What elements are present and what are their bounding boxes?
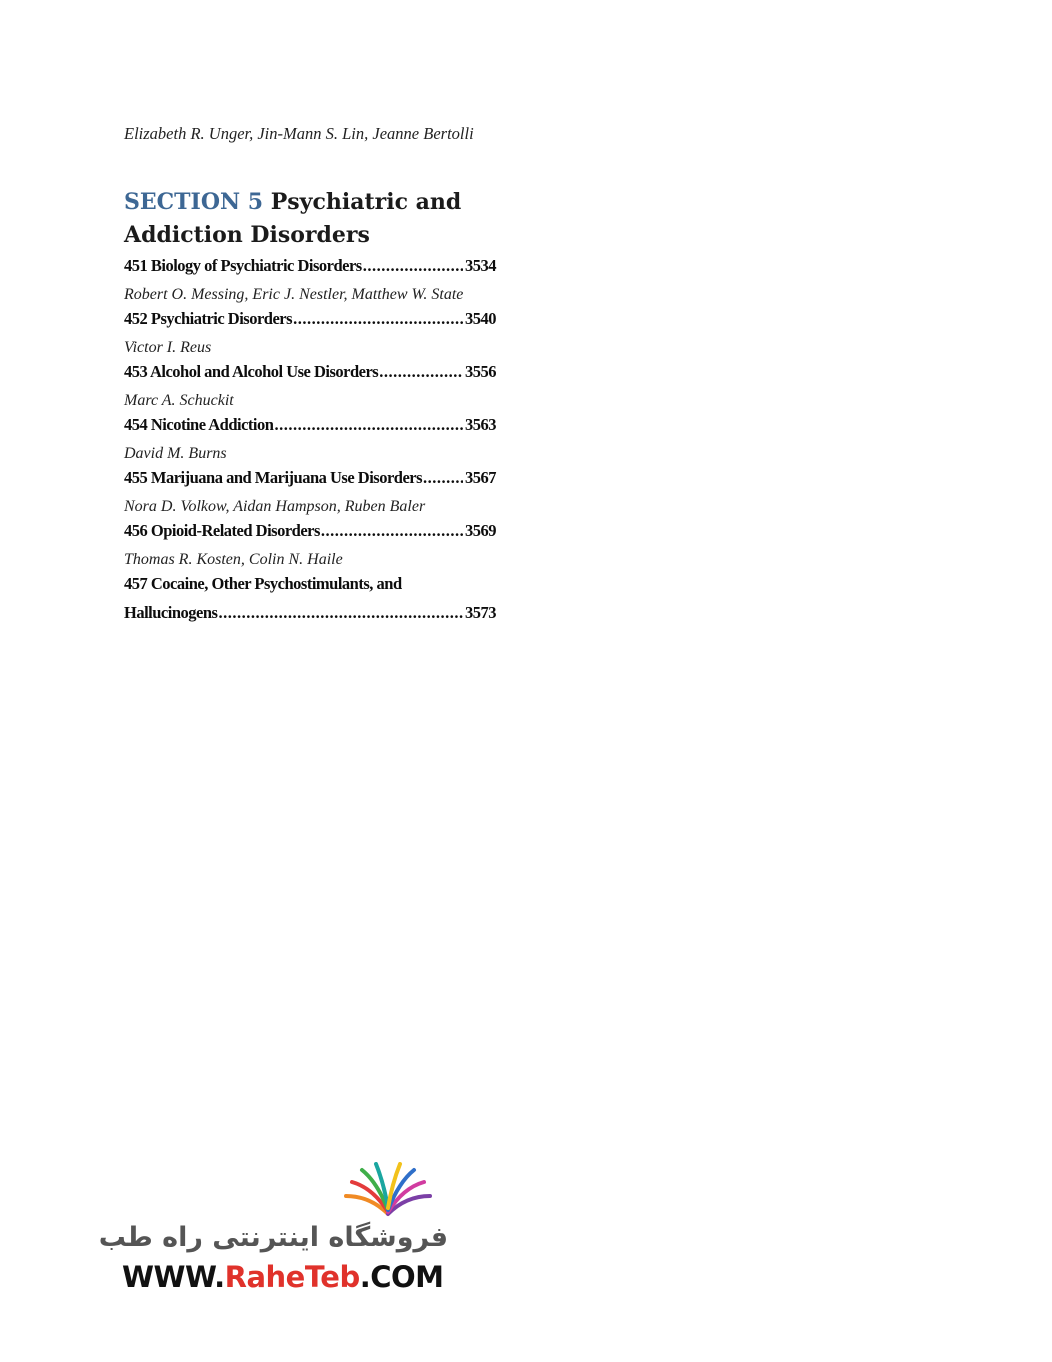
- chapter-title[interactable]: 451 Biology of Psychiatric Disorders: [124, 256, 362, 275]
- toc-entry[interactable]: [124, 572, 496, 624]
- dot-leader: [293, 307, 463, 330]
- section-heading: [124, 186, 504, 252]
- dot-leader: [423, 466, 463, 489]
- chapter-authors: David M. Burns: [124, 445, 227, 462]
- url-brand: RaheTeb: [224, 1260, 360, 1294]
- dot-leader: [218, 601, 463, 624]
- url-prefix: WWW.: [122, 1260, 225, 1294]
- open-book-logo-icon: [332, 1162, 444, 1218]
- chapter-authors: Marc A. Schuckit: [124, 392, 234, 409]
- previous-chapter-authors: Elizabeth R. Unger, Jin-Mann S. Lin, Jeanne Bertolli: [124, 124, 474, 143]
- dot-leader: [321, 519, 463, 542]
- chapter-title[interactable]: 457 Cocaine, Other Psychostimulants, and: [124, 574, 402, 593]
- chapter-title[interactable]: 452 Psychiatric Disorders: [124, 309, 293, 328]
- toc-entry[interactable]: [124, 519, 496, 572]
- chapter-title-continued[interactable]: Hallucinogens: [124, 603, 218, 622]
- chapter-title[interactable]: 454 Nicotine Addiction: [124, 415, 274, 434]
- section-title-line2: Addiction Disorders: [124, 222, 370, 248]
- chapter-authors: Victor I. Reus: [124, 339, 212, 356]
- url-suffix: .COM: [359, 1260, 444, 1294]
- dot-leader: [363, 254, 463, 277]
- watermark-persian-text: فروشگاه اینترنتی راه طب: [98, 1222, 448, 1253]
- chapter-authors: Thomas R. Kosten, Colin N. Haile: [124, 551, 343, 568]
- chapter-page[interactable]: 3563: [465, 415, 496, 434]
- chapter-page[interactable]: 3569: [465, 521, 496, 540]
- toc-entry[interactable]: [124, 360, 496, 413]
- toc-entry[interactable]: [124, 254, 496, 307]
- section-label: SECTION 5: [124, 189, 264, 215]
- toc-entry[interactable]: [124, 466, 496, 519]
- chapter-page[interactable]: 3534: [465, 256, 496, 275]
- chapter-title[interactable]: 456 Opioid-Related Disorders: [124, 521, 320, 540]
- dot-leader: [274, 413, 463, 436]
- toc-entry[interactable]: [124, 413, 496, 466]
- dot-leader: [379, 360, 463, 383]
- chapter-title[interactable]: 453 Alcohol and Alcohol Use Disorders: [124, 362, 379, 381]
- chapter-title[interactable]: 455 Marijuana and Marijuana Use Disorders: [124, 468, 423, 487]
- chapter-page[interactable]: 3556: [465, 362, 496, 381]
- raheteb-watermark-logo: [98, 1162, 450, 1302]
- chapter-page[interactable]: 3540: [465, 309, 496, 328]
- chapter-page[interactable]: 3573: [465, 603, 496, 622]
- chapter-authors: Robert O. Messing, Eric J. Nestler, Matthew W. State: [124, 286, 464, 303]
- section-title-line1: Psychiatric and: [270, 189, 462, 215]
- watermark-url: [122, 1260, 444, 1294]
- table-of-contents: [124, 254, 496, 624]
- toc-entry[interactable]: [124, 307, 496, 360]
- chapter-page[interactable]: 3567: [465, 468, 496, 487]
- chapter-authors: Nora D. Volkow, Aidan Hampson, Ruben Baler: [124, 498, 426, 515]
